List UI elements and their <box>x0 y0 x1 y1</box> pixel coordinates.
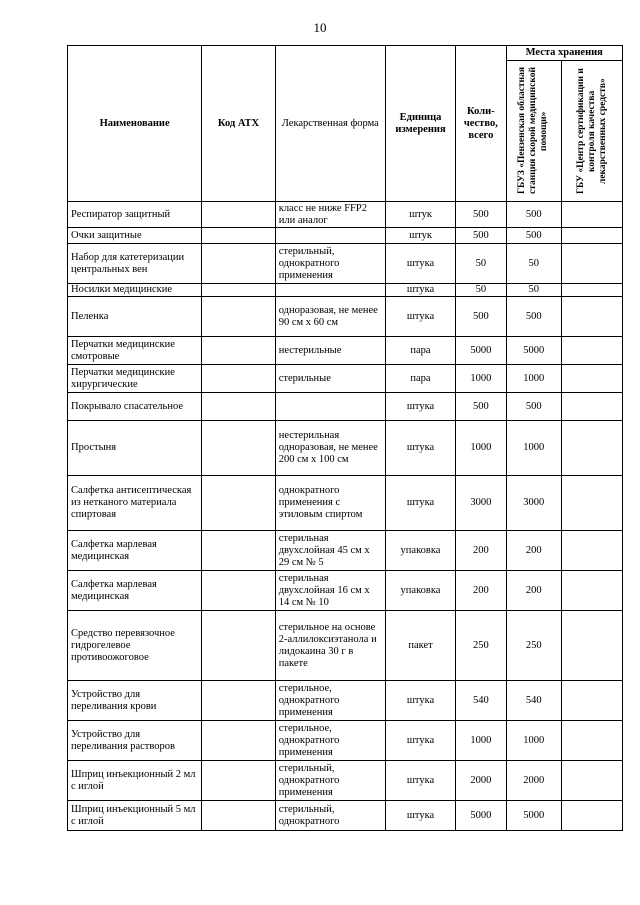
row-atc-cell <box>202 531 275 571</box>
row-storage-ambulance-cell: 50 <box>506 244 562 284</box>
row-storage-ambulance-cell: 5000 <box>506 801 562 831</box>
row-name-cell: Покрывало спасательное <box>68 393 202 421</box>
header-atc: Код АТХ <box>202 46 275 202</box>
row-unit-cell: штука <box>385 421 455 476</box>
row-storage-ambulance-cell: 5000 <box>506 337 562 365</box>
row-form-cell: стерильная двухслойная 45 см х 29 см № 5 <box>275 531 385 571</box>
row-unit-cell: упаковка <box>385 571 455 611</box>
row-storage-certification-cell <box>562 571 623 611</box>
row-form-cell: класс не ниже FFP2 или аналог <box>275 202 385 228</box>
row-name-cell: Устройство для переливания крови <box>68 681 202 721</box>
row-storage-ambulance-cell: 1000 <box>506 365 562 393</box>
table-row <box>68 761 623 801</box>
row-qty-cell: 2000 <box>456 761 506 801</box>
row-unit-cell: штука <box>385 284 455 297</box>
row-name-cell: Набор для катетеризации центральных вен <box>68 244 202 284</box>
row-form-cell: стерильный, однократного применения <box>275 244 385 284</box>
row-atc-cell <box>202 801 275 831</box>
table-row <box>68 801 623 831</box>
row-atc-cell <box>202 337 275 365</box>
row-unit-cell: штука <box>385 801 455 831</box>
row-qty-cell: 250 <box>456 611 506 681</box>
row-storage-ambulance-cell: 1000 <box>506 721 562 761</box>
table-row <box>68 571 623 611</box>
row-form-cell <box>275 228 385 244</box>
header-storage-certification-center: ГБУ «Центр сертификации и контроля качества лекарственных средств» <box>562 61 623 202</box>
row-storage-certification-cell <box>562 421 623 476</box>
row-form-cell: стерильное на основе 2-аллилоксиэтанола и лидокаина 30 г в пакете <box>275 611 385 681</box>
row-qty-cell: 5000 <box>456 337 506 365</box>
row-qty-cell: 5000 <box>456 801 506 831</box>
header-storage-ambulance: ГБУЗ «Пензенская областная станция скорой медицинской помощи» <box>506 61 562 202</box>
row-atc-cell <box>202 393 275 421</box>
row-name-cell: Перчатки медицинские хирургические <box>68 365 202 393</box>
row-name-cell: Простыня <box>68 421 202 476</box>
row-unit-cell: упаковка <box>385 531 455 571</box>
row-qty-cell: 3000 <box>456 476 506 531</box>
row-atc-cell <box>202 284 275 297</box>
row-unit-cell: штук <box>385 228 455 244</box>
row-unit-cell: штука <box>385 244 455 284</box>
row-atc-cell <box>202 297 275 337</box>
row-qty-cell: 500 <box>456 393 506 421</box>
row-atc-cell <box>202 421 275 476</box>
row-storage-certification-cell <box>562 284 623 297</box>
row-qty-cell: 200 <box>456 571 506 611</box>
row-storage-ambulance-cell: 540 <box>506 681 562 721</box>
row-storage-certification-cell <box>562 476 623 531</box>
row-storage-ambulance-cell: 200 <box>506 571 562 611</box>
row-storage-ambulance-cell: 1000 <box>506 421 562 476</box>
row-form-cell <box>275 284 385 297</box>
row-storage-ambulance-cell: 50 <box>506 284 562 297</box>
table-row <box>68 297 623 337</box>
header-form: Лекарственная форма <box>275 46 385 202</box>
row-name-cell: Шприц инъекционный 2 мл с иглой <box>68 761 202 801</box>
row-form-cell: стерильное, однократного применения <box>275 721 385 761</box>
row-unit-cell: пара <box>385 365 455 393</box>
row-atc-cell <box>202 228 275 244</box>
row-atc-cell <box>202 476 275 531</box>
row-name-cell: Устройство для переливания растворов <box>68 721 202 761</box>
table-row <box>68 393 623 421</box>
row-atc-cell <box>202 571 275 611</box>
row-storage-ambulance-cell: 2000 <box>506 761 562 801</box>
table-body <box>68 202 623 831</box>
row-name-cell: Пеленка <box>68 297 202 337</box>
row-name-cell: Респиратор защитный <box>68 202 202 228</box>
row-storage-ambulance-cell: 250 <box>506 611 562 681</box>
table-row <box>68 228 623 244</box>
row-unit-cell: штук <box>385 202 455 228</box>
row-name-cell: Носилки медицинские <box>68 284 202 297</box>
table-row <box>68 531 623 571</box>
row-storage-certification-cell <box>562 228 623 244</box>
row-storage-certification-cell <box>562 611 623 681</box>
row-name-cell: Салфетка антисептическая из нетканого материала спиртовая <box>68 476 202 531</box>
page-number: 10 <box>313 20 327 35</box>
table-row <box>68 476 623 531</box>
row-storage-ambulance-cell: 500 <box>506 393 562 421</box>
row-qty-cell: 500 <box>456 228 506 244</box>
row-form-cell <box>275 393 385 421</box>
table-row <box>68 681 623 721</box>
table-row <box>68 244 623 284</box>
row-unit-cell: штука <box>385 476 455 531</box>
row-storage-ambulance-cell: 3000 <box>506 476 562 531</box>
row-form-cell: одноразовая, не менее 90 см х 60 см <box>275 297 385 337</box>
row-storage-certification-cell <box>562 393 623 421</box>
row-qty-cell: 540 <box>456 681 506 721</box>
row-name-cell: Очки защитные <box>68 228 202 244</box>
row-storage-certification-cell <box>562 365 623 393</box>
row-qty-cell: 50 <box>456 244 506 284</box>
row-form-cell: стерильный, однократного применения <box>275 761 385 801</box>
row-name-cell: Перчатки медицинские смотровые <box>68 337 202 365</box>
row-unit-cell: пара <box>385 337 455 365</box>
row-form-cell: стерильная двухслойная 16 см х 14 см № 10 <box>275 571 385 611</box>
row-storage-certification-cell <box>562 337 623 365</box>
header-name: Наименование <box>68 46 202 202</box>
table-row <box>68 337 623 365</box>
header-storage: Места хранения <box>506 46 623 61</box>
row-unit-cell: штука <box>385 393 455 421</box>
row-storage-ambulance-cell: 200 <box>506 531 562 571</box>
row-qty-cell: 500 <box>456 202 506 228</box>
row-storage-certification-cell <box>562 681 623 721</box>
table-row <box>68 721 623 761</box>
row-storage-certification-cell <box>562 721 623 761</box>
header-qty: Коли-чество, всего <box>456 46 506 202</box>
row-form-cell: стерильные <box>275 365 385 393</box>
row-storage-certification-cell <box>562 297 623 337</box>
row-qty-cell: 1000 <box>456 721 506 761</box>
row-atc-cell <box>202 611 275 681</box>
row-qty-cell: 200 <box>456 531 506 571</box>
row-atc-cell <box>202 202 275 228</box>
row-storage-ambulance-cell: 500 <box>506 228 562 244</box>
row-unit-cell: штука <box>385 761 455 801</box>
row-form-cell: нестерильная одноразовая, не менее 200 см х 100 см <box>275 421 385 476</box>
row-atc-cell <box>202 681 275 721</box>
row-name-cell: Салфетка марлевая медицинская <box>68 531 202 571</box>
row-storage-certification-cell <box>562 801 623 831</box>
table-row <box>68 421 623 476</box>
row-storage-certification-cell <box>562 202 623 228</box>
row-form-cell: стерильный, однократного <box>275 801 385 831</box>
row-atc-cell <box>202 721 275 761</box>
row-atc-cell <box>202 244 275 284</box>
row-qty-cell: 1000 <box>456 365 506 393</box>
row-storage-ambulance-cell: 500 <box>506 297 562 337</box>
row-name-cell: Средство перевязочное гидрогелевое противоожоговое <box>68 611 202 681</box>
row-storage-certification-cell <box>562 531 623 571</box>
row-unit-cell: штука <box>385 681 455 721</box>
row-atc-cell <box>202 761 275 801</box>
row-qty-cell: 50 <box>456 284 506 297</box>
row-storage-certification-cell <box>562 761 623 801</box>
row-name-cell: Салфетка марлевая медицинская <box>68 571 202 611</box>
row-unit-cell: пакет <box>385 611 455 681</box>
row-storage-certification-cell <box>562 244 623 284</box>
row-form-cell: нестерильные <box>275 337 385 365</box>
table-row <box>68 284 623 297</box>
row-name-cell: Шприц инъекционный 5 мл с иглой <box>68 801 202 831</box>
header-unit: Единица измерения <box>385 46 455 202</box>
row-form-cell: однократного применения с этиловым спиртом <box>275 476 385 531</box>
row-storage-ambulance-cell: 500 <box>506 202 562 228</box>
table-row <box>68 365 623 393</box>
row-unit-cell: штука <box>385 721 455 761</box>
table-row <box>68 202 623 228</box>
row-qty-cell: 1000 <box>456 421 506 476</box>
row-atc-cell <box>202 365 275 393</box>
table-row <box>68 611 623 681</box>
row-form-cell: стерильное, однократного применения <box>275 681 385 721</box>
row-qty-cell: 500 <box>456 297 506 337</box>
row-unit-cell: штука <box>385 297 455 337</box>
medical-supplies-table <box>67 45 623 831</box>
